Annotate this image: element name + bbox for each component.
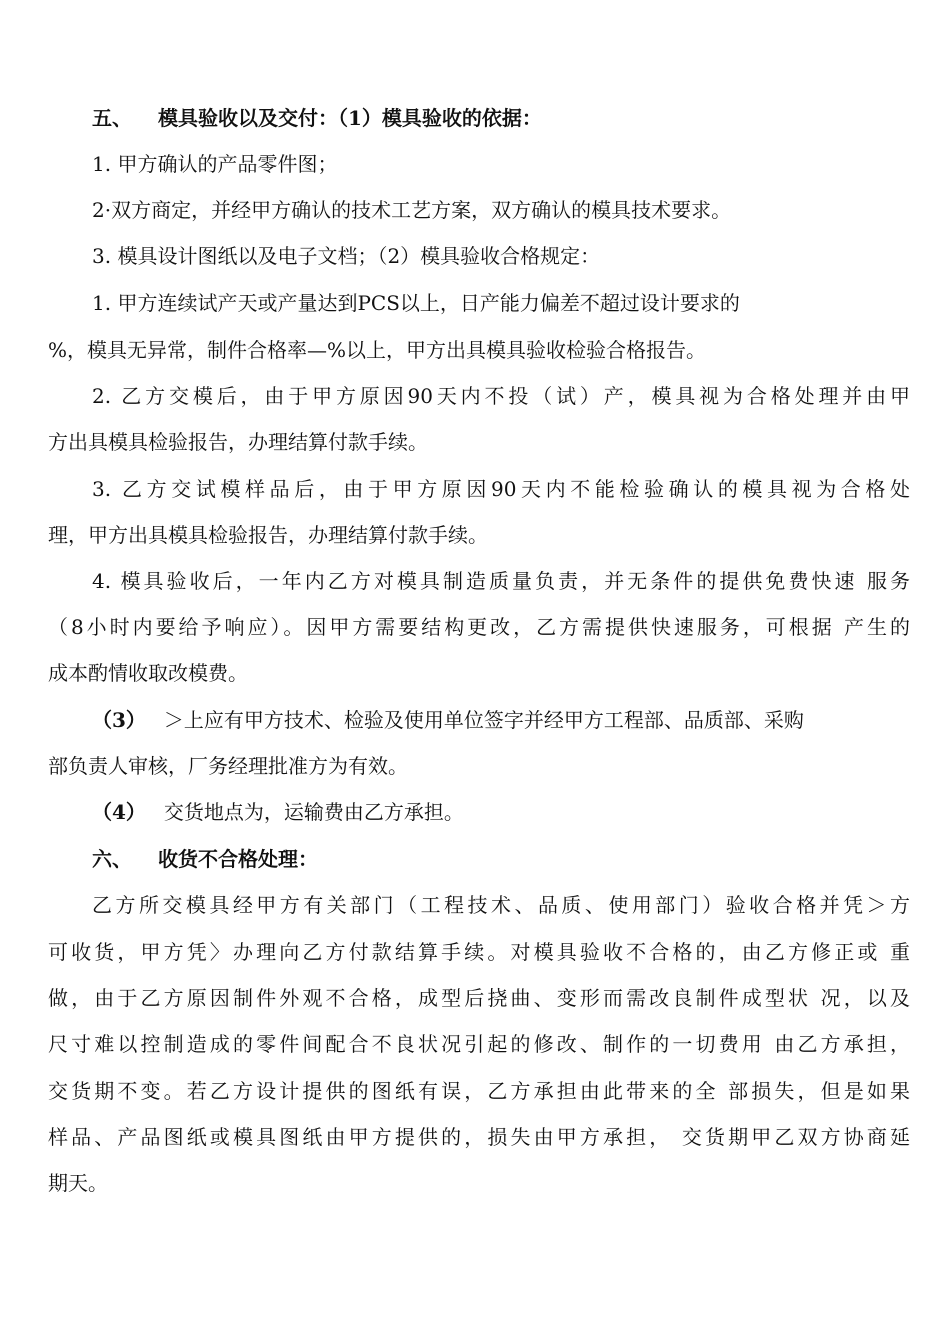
item-4-text: 交货地点为，运输费由乙方承担。 <box>163 800 464 824</box>
section-5-heading <box>92 104 910 132</box>
para-6-line-3: 做，由于乙方原因制件外观不合格，成型后挠曲、变形而需改良制件成型状 况，以及 <box>48 986 910 1010</box>
item-3-text: ＞上应有甲方技术、检验及使用单位签字并经甲方工程部、品质部、采购 <box>163 708 804 732</box>
item-4-number: （4） <box>92 800 146 824</box>
section-6-heading <box>92 845 910 873</box>
para-6-line-5: 交货期不变。若乙方设计提供的图纸有误，乙方承担由此带来的全 部损失，但是如果 <box>48 1079 910 1103</box>
rule-4-line-1: 4. 模具验收后，一年内乙方对模具制造质量负责，并无条件的提供免费快速 服务 <box>92 569 910 593</box>
rule-2-line-1: 2. 乙方交模后，由于甲方原因90天内不投（试）产，模具视为合格处理并由甲 <box>92 384 910 408</box>
item-3-line-2: 部负责人审核，厂务经理批准方为有效。 <box>48 754 408 778</box>
item-4-line <box>92 798 910 826</box>
rule-4-line-3: 成本酌情收取改模费。 <box>48 661 248 685</box>
section-5-number: 五、 <box>92 106 132 130</box>
para-6-line-7: 期天。 <box>48 1171 108 1195</box>
para-6-line-2: 可收货，甲方凭〉办理向乙方付款结算手续。对模具验收不合格的，由乙方修正或 重 <box>48 940 910 964</box>
section-6-title: 收货不合格处理： <box>158 847 318 871</box>
rule-1-line-1: 1. 甲方连续试产天或产量达到PCS以上，日产能力偏差不超过设计要求的 <box>92 291 740 315</box>
rule-2-line-2: 方出具模具检验报告，办理结算付款手续。 <box>48 430 428 454</box>
rule-3-line-2: 理，甲方出具模具检验报告，办理结算付款手续。 <box>48 523 488 547</box>
basis-item-1: 1. 甲方确认的产品零件图； <box>92 152 338 176</box>
rule-1-line-2: %，模具无异常，制件合格率—%以上，甲方出具模具验收检验合格报告。 <box>48 338 707 362</box>
item-3-line-1 <box>92 706 910 734</box>
basis-item-3: 3. 模具设计图纸以及电子文档；（2）模具验收合格规定： <box>92 244 601 268</box>
basis-item-2: 2·双方商定，并经甲方确认的技术工艺方案，双方确认的模具技术要求。 <box>92 198 732 222</box>
para-6-line-4: 尺寸难以控制造成的零件间配合不良状况引起的修改、制作的一切费用 由乙方承担， <box>48 1032 910 1056</box>
section-5-title: 模具验收以及交付：（1）模具验收的依据： <box>158 106 542 130</box>
rule-3-line-1: 3. 乙方交试模样品后，由于甲方原因90天内不能检验确认的模具视为合格处 <box>92 477 910 501</box>
section-6-number: 六、 <box>92 847 132 871</box>
rule-4-line-2: （8小时内要给予响应）。因甲方需要结构更改，乙方需提供快速服务，可根据 产生的 <box>48 615 910 639</box>
item-3-number: （3） <box>92 708 146 732</box>
para-6-line-6: 样品、产品图纸或模具图纸由甲方提供的，损失由甲方承担， 交货期甲乙双方协商延 <box>48 1125 910 1149</box>
para-6-line-1: 乙方所交模具经甲方有关部门（工程技术、品质、使用部门）验收合格并凭＞方 <box>92 893 910 917</box>
